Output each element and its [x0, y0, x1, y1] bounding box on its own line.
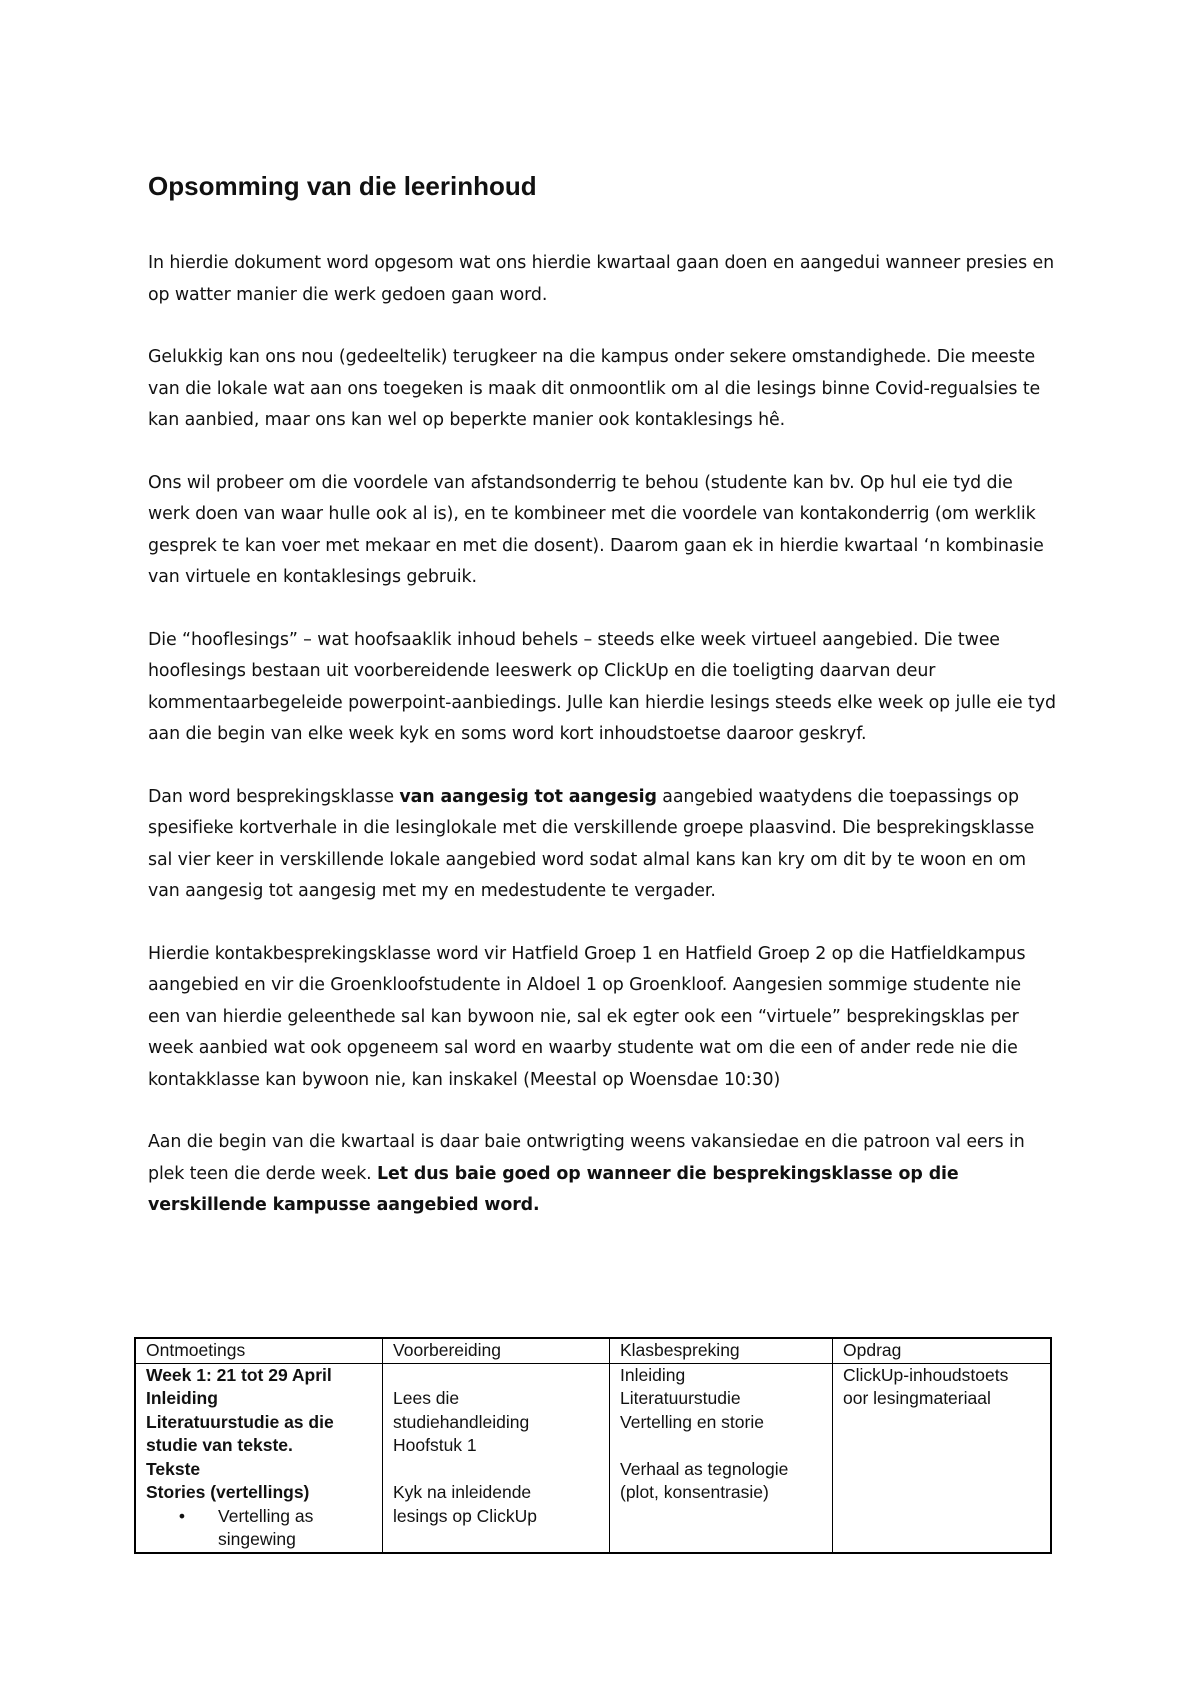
- discussion-line: (plot, konsentrasie): [620, 1482, 769, 1502]
- prep-line: Hoofstuk 1: [393, 1435, 477, 1455]
- topic-line: Inleiding: [146, 1388, 218, 1408]
- schedule-table-wrapper: [134, 1337, 1052, 1554]
- topic-line: Stories (vertellings): [146, 1482, 310, 1502]
- paragraph-groups: Hierdie kontakbesprekingsklasse word vir Hatfield Groep 1 en Hatfield Groep 2 op die Hatfieldkampus aangebied en vir die Groenkloofstudente in Aldoel 1 op Groenkloof. Aangesien sommige studente nie een van hierdie geleenthede sal kan bywoon nie, sal ek egter ook een “virtuele” besprekingsklas per week aanbied wat ook opgeneem sal word en waarby studente wat om die een of ander rede nie die kontakklasse kan bywoon nie, kan inskakel (Meestal op Woensdae 10:30): [148, 943, 1026, 1090]
- discussion-line: Inleiding: [620, 1364, 686, 1385]
- bullet-icon: •: [178, 1505, 186, 1526]
- week-label: Week 1: 21 tot 29 April: [146, 1364, 332, 1385]
- blank-line: [393, 1458, 599, 1482]
- discussion-line: Vertelling en storie: [620, 1411, 764, 1432]
- cell-klasbespreking: [610, 1363, 833, 1553]
- header-klasbespreking: Klasbespreking: [610, 1338, 833, 1363]
- cell-ontmoetings: [135, 1363, 383, 1553]
- paragraph-disruption: [148, 1127, 1058, 1222]
- table-header-row: [135, 1338, 1051, 1363]
- emphasis-text: van aangesig tot aangesig: [399, 786, 657, 807]
- paragraph-campus: Gelukkig kan ons nou (gedeeltelik) terugkeer na die kampus onder sekere omstandighede. Die meeste van die lokale wat aan ons toegeken is maak dit onmoontlik om al die lesings binne Covid-regualsies te kan aanbied, maar ons kan wel op beperkte manier ook kontaklesings hê.: [148, 347, 1041, 430]
- list-item-line: singewing: [218, 1529, 296, 1549]
- prep-line: Lees die: [393, 1388, 460, 1408]
- table-row: [135, 1363, 1051, 1553]
- assignment-line: oor lesingmateriaal: [843, 1388, 991, 1408]
- assignment-line: ClickUp-inhoudstoets: [843, 1364, 1009, 1385]
- paragraph-text: Aan die begin van die kwartaal is daar baie ontwrigting weens vakansiedae en die patroon val eers in plek teen die derde week.: [148, 1132, 1025, 1184]
- topic-line: Literatuurstudie as die: [146, 1411, 334, 1432]
- list-item: [146, 1505, 372, 1552]
- topic-line: studie van tekste.: [146, 1435, 293, 1455]
- paragraph-main-lectures: Die “hooflesings” – wat hoofsaaklik inhoud behels – steeds elke week virtueel aangebied. Die twee hooflesings bestaan uit voorbereidende leeswerk op ClickUp en die toeligting daarvan deur kommentaarbegeleide powerpoint-aanbiedings. Julle kan hierdie lesings steeds elke week op julle eie tyd aan die begin van elke week kyk en soms word kort inhoudstoetse daaroor geskryf.: [148, 629, 1056, 744]
- list-item-text: [218, 1505, 313, 1552]
- paragraph-text: aangebied waatydens die toepassings op spesifieke kortverhale in die lesinglokale met die verskillende groepe plaasvind. Die besprekingsklasse sal vier keer in verskillende lokale aangebied word sodat almal kans kan kry om dit by te woon en om van aangesig tot aangesig met my en medestudente te vergader.: [148, 786, 1035, 901]
- cell-opdrag: [833, 1363, 1052, 1553]
- prep-line: lesings op ClickUp: [393, 1505, 537, 1526]
- cell-voorbereiding: [383, 1363, 610, 1553]
- topic-line: Tekste: [146, 1458, 201, 1479]
- paragraph-text: Dan word besprekingsklasse: [148, 786, 400, 807]
- blank-line: [620, 1434, 822, 1458]
- emphasis-text: Let dus baie goed op wanneer die besprekingsklasse op die verskillende kampusse aangebied word.: [148, 1163, 959, 1215]
- header-voorbereiding: Voorbereiding: [383, 1338, 610, 1363]
- prep-line: studiehandleiding: [393, 1411, 530, 1432]
- paragraph-combination: Ons wil probeer om die voordele van afstandsonderrig te behou (studente kan bv. Op hul eie tyd die werk doen van waar hulle ook al is), en te kombineer met die voordele van kontakonderrig (om werklik gesprek te kan voer met mekaar en met die dosent). Daarom gaan ek in hierdie kwartaal ‘n kombinasie van virtuele en kontaklesings gebruik.: [148, 472, 1044, 587]
- discussion-line: Literatuurstudie: [620, 1388, 741, 1408]
- header-ontmoetings: Ontmoetings: [135, 1338, 383, 1363]
- prep-line: Kyk na inleidende: [393, 1482, 532, 1502]
- header-opdrag: Opdrag: [833, 1338, 1052, 1363]
- list-item-line: Vertelling as: [218, 1505, 314, 1526]
- paragraph-intro: In hierdie dokument word opgesom wat ons hierdie kwartaal gaan doen en aangedui wanneer presies en op watter manier die werk gedoen gaan word.: [148, 253, 1055, 305]
- discussion-line: Verhaal as tegnologie: [620, 1458, 789, 1479]
- schedule-table: [134, 1337, 1052, 1554]
- page-title: Opsomming van die leerinhoud: [148, 171, 537, 201]
- blank-line: [393, 1364, 599, 1388]
- document-body: [148, 168, 1058, 1253]
- paragraph-discussion-classes: [148, 782, 1058, 908]
